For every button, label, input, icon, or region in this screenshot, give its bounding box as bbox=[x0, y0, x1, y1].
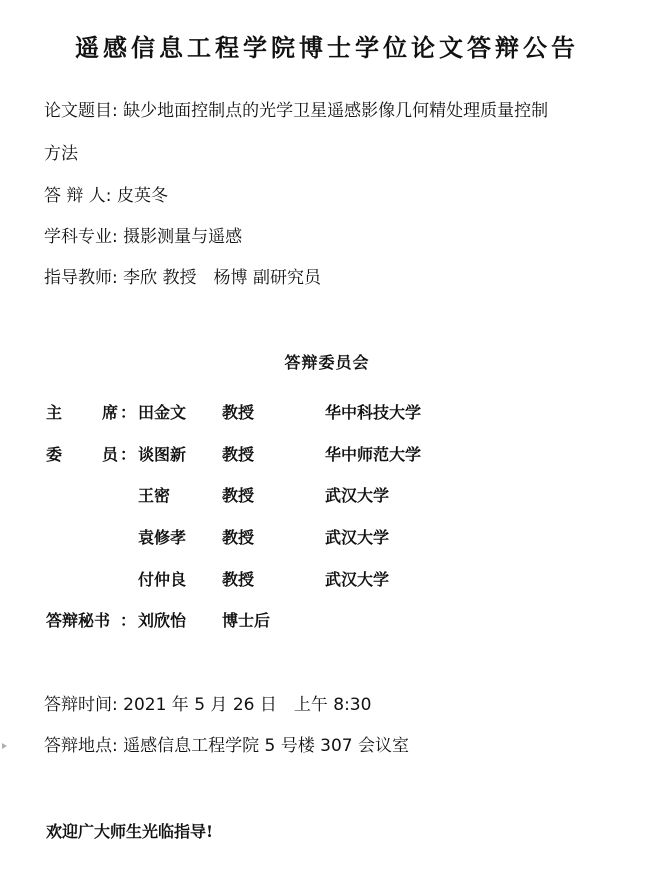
committee-row-chair bbox=[0, 402, 654, 424]
members-role-label bbox=[46, 444, 118, 466]
committee-row-member bbox=[0, 485, 654, 507]
defense-time-line: 答辩时间: 2021 年 5 月 26 日 上午 8:30 bbox=[44, 695, 372, 715]
chair-role-char: 主 bbox=[46, 403, 63, 422]
member-org: 华中科技大学 bbox=[325, 403, 422, 422]
secretary-role-label: 答辩秘书 bbox=[46, 611, 111, 630]
closing-welcome: 欢迎广大师生光临指导! bbox=[46, 822, 214, 841]
member-name: 王密 bbox=[138, 486, 171, 505]
member-title: 教授 bbox=[222, 528, 255, 547]
committee-row-member bbox=[0, 527, 654, 549]
member-org: 华中师范大学 bbox=[325, 445, 422, 464]
committee-row-member bbox=[0, 569, 654, 591]
member-org: 武汉大学 bbox=[325, 528, 390, 547]
margin-marker-icon bbox=[2, 743, 7, 749]
member-title: 教授 bbox=[222, 403, 255, 422]
member-title: 教授 bbox=[222, 486, 255, 505]
thesis-title-line-2: 方法 bbox=[44, 144, 78, 164]
colon: ： bbox=[120, 403, 137, 422]
chair-role-char: 席 bbox=[101, 403, 118, 422]
announcement-title: 遥感信息工程学院博士学位论文答辩公告 bbox=[75, 33, 579, 62]
committee-row-member bbox=[0, 444, 654, 466]
thesis-title-line-1: 论文题目: 缺少地面控制点的光学卫星遥感影像几何精处理质量控制 bbox=[44, 101, 549, 121]
colon: ： bbox=[120, 611, 137, 630]
member-org: 武汉大学 bbox=[325, 570, 390, 589]
member-role-char: 员 bbox=[101, 445, 118, 464]
member-name: 付仲良 bbox=[138, 570, 187, 589]
committee-heading: 答辩委员会 bbox=[284, 353, 370, 372]
secretary-name: 刘欣怡 bbox=[138, 611, 187, 630]
chair-role-label bbox=[46, 402, 118, 424]
member-name: 袁修孝 bbox=[138, 528, 187, 547]
advisors-line: 指导教师: 李欣 教授 杨博 副研究员 bbox=[44, 268, 321, 288]
member-name: 谈图新 bbox=[138, 445, 187, 464]
member-name: 田金文 bbox=[138, 403, 187, 422]
member-title: 教授 bbox=[222, 570, 255, 589]
secretary-title: 博士后 bbox=[222, 611, 271, 630]
member-org: 武汉大学 bbox=[325, 486, 390, 505]
member-title: 教授 bbox=[222, 445, 255, 464]
colon: ： bbox=[120, 445, 137, 464]
candidate-line: 答 辩 人: 皮英冬 bbox=[44, 186, 168, 206]
member-role-char: 委 bbox=[46, 445, 63, 464]
defense-place-line: 答辩地点: 遥感信息工程学院 5 号楼 307 会议室 bbox=[44, 736, 410, 756]
committee-row-secretary bbox=[0, 610, 654, 632]
major-line: 学科专业: 摄影测量与遥感 bbox=[44, 227, 243, 247]
